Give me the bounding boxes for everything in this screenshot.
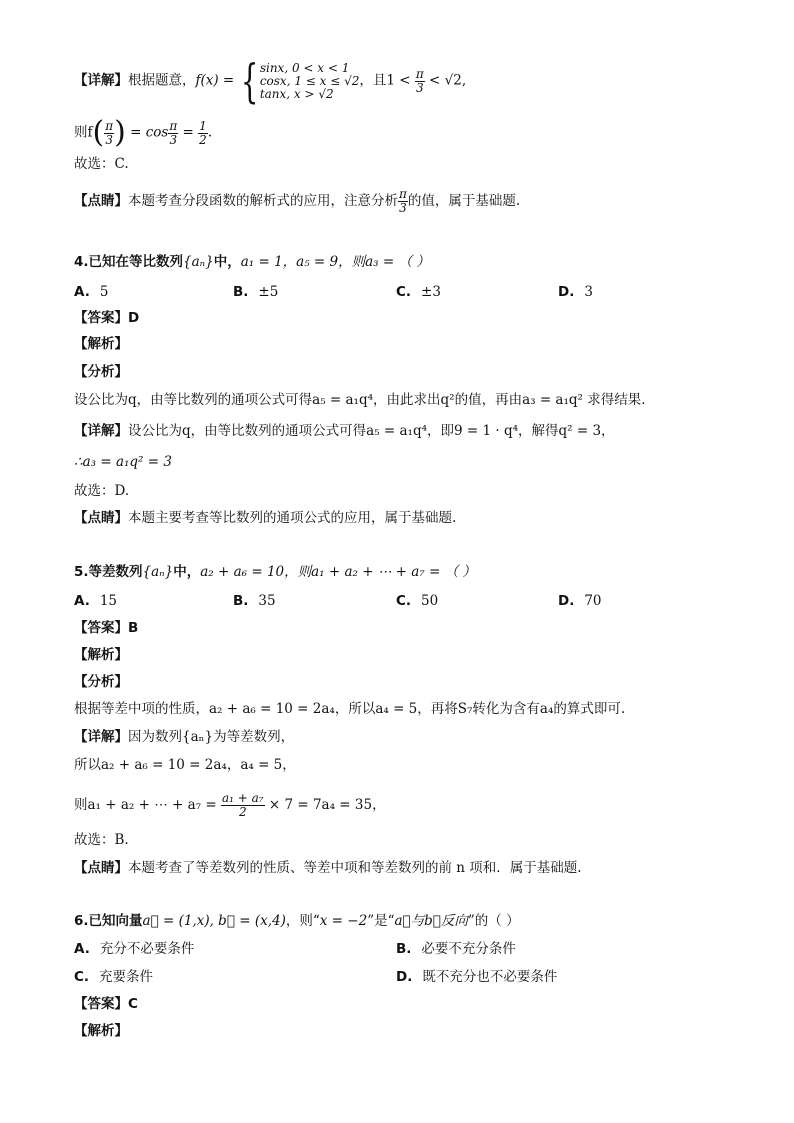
q5-so: 所以a₂ + a₆ = 10 = 2a₄，a₄ = 5， [74, 757, 296, 773]
pi-over-3-cos: $\frac{\pi}{3}$ [169, 118, 178, 147]
q4-option-b: B. ±5 [233, 284, 279, 300]
q3-then-line: 则f( $\frac{\pi}{3}$ ) = cos $\frac{\pi}{3}$ = $\frac{1}{2}$ . [74, 115, 213, 150]
q5-sum: 则a₁ + a₂ + ⋯ + a₇ = $\frac{\text{a₁ + a₇}}{2}$ × 7 = 7a₄ = 35， [74, 791, 386, 819]
q5-option-d: D. 70 [558, 593, 602, 609]
case-3: tanx, x > √2 [259, 86, 334, 101]
q5-option-a: A. 15 [74, 593, 118, 609]
q4-option-c: C. ±3 [396, 284, 441, 300]
pi-over-3-arg: $\frac{\pi}{3}$ [105, 118, 114, 147]
sum-fraction: $\frac{\text{a₁ + a₇}}{2}$ [221, 791, 264, 819]
q4-choice: 故选：D. [74, 483, 130, 499]
pi-over-3-comment: $\frac{\pi}{3}$ [399, 187, 407, 215]
case-2: cosx, 1 ≤ x ≤ √2 [259, 73, 360, 88]
q5-comment: 【点睛】本题考查了等差数列的性质、等差中项和等差数列的前 n 项和．属于基础题. [74, 860, 582, 876]
q6-option-b: B. 必要不充分条件 [396, 941, 516, 957]
detail-label: 【详解】 [74, 72, 128, 89]
pi-over-3: $\frac{\pi}{3}$ [415, 66, 424, 95]
q5-fenxi-label: 【分析】 [74, 674, 128, 690]
q6-stem: 6.已知向量a⃗ = (1,x), b⃗ = (x,4)，则“x = −2”是“a⃗与b⃗反向”的（ ） [74, 913, 520, 929]
comment-label: 【点睛】 [74, 193, 128, 209]
q4-therefore: ∴a₃ = a₁q² = 3 [74, 454, 172, 470]
q4-stem: 4.已知在等比数列{aₙ}中，a₁ = 1，a₅ = 9，则a₃ = （ ） [74, 254, 430, 270]
piecewise-lhs: f(x) = [195, 72, 239, 89]
q3-comment: 【点睛】本题考查分段函数的解析式的应用，注意分析 $\frac{\pi}{3}$ 的值，属于基础题. [74, 187, 521, 215]
q4-option-d: D. 3 [558, 284, 593, 300]
q5-option-c: C. 50 [396, 593, 439, 609]
q5-choice: 故选：B. [74, 832, 129, 848]
then-text: 则f [74, 124, 93, 141]
q4-detail: 【详解】设公比为q，由等比数列的通项公式可得a₅ = a₁q⁴，即9 = 1 · q⁴，解得q² = 3， [74, 423, 615, 439]
q4-comment: 【点睛】本题主要考查等比数列的通项公式的应用，属于基础题. [74, 510, 457, 526]
one-half: $\frac{1}{2}$ [199, 118, 207, 147]
and-text: ，且1 < [359, 72, 415, 89]
q4-option-a: A. 5 [74, 284, 109, 300]
q4-analysis-label: 【解析】 [74, 336, 128, 352]
q6-option-a: A. 充分不必要条件 [74, 941, 195, 957]
case-1: sinx, 0 < x < 1 [259, 60, 350, 75]
q3-choice: 故选：C. [74, 156, 129, 172]
q3-detail-line [74, 54, 467, 108]
q5-analysis-label: 【解析】 [74, 647, 128, 663]
eq-cos: = cos [125, 124, 169, 141]
detail-text: 根据题意， [128, 72, 196, 89]
left-brace: { [240, 54, 258, 108]
q4-fenxi-text: 设公比为q，由等比数列的通项公式可得a₅ = a₁q⁴，由此求出q²的值，再由a₃ = a₁q² 求得结果. [74, 392, 646, 408]
q5-fenxi-text: 根据等差中项的性质，a₂ + a₆ = 10 = 2a₄，所以a₄ = 5，再将S₇转化为含有a₄的算式即可. [74, 701, 626, 717]
lt-sqrt2: < √2, [424, 72, 467, 89]
q4-answer: 【答案】D [74, 310, 140, 326]
q6-answer: 【答案】C [74, 996, 138, 1012]
q6-analysis-label: 【解析】 [74, 1023, 128, 1039]
q6-option-d: D. 既不充分也不必要条件 [396, 969, 558, 985]
q5-option-b: B. 35 [233, 593, 276, 609]
piecewise-cases [260, 62, 360, 101]
q5-answer: 【答案】B [74, 620, 139, 636]
q5-stem: 5.等差数列{aₙ}中，a₂ + a₆ = 10，则a₁ + a₂ + ⋯ + a₇ = （ ） [74, 564, 476, 580]
q4-fenxi-label: 【分析】 [74, 364, 128, 380]
q5-detail: 【详解】因为数列{aₙ}为等差数列， [74, 729, 295, 745]
q6-option-c: C. 充要条件 [74, 969, 154, 985]
